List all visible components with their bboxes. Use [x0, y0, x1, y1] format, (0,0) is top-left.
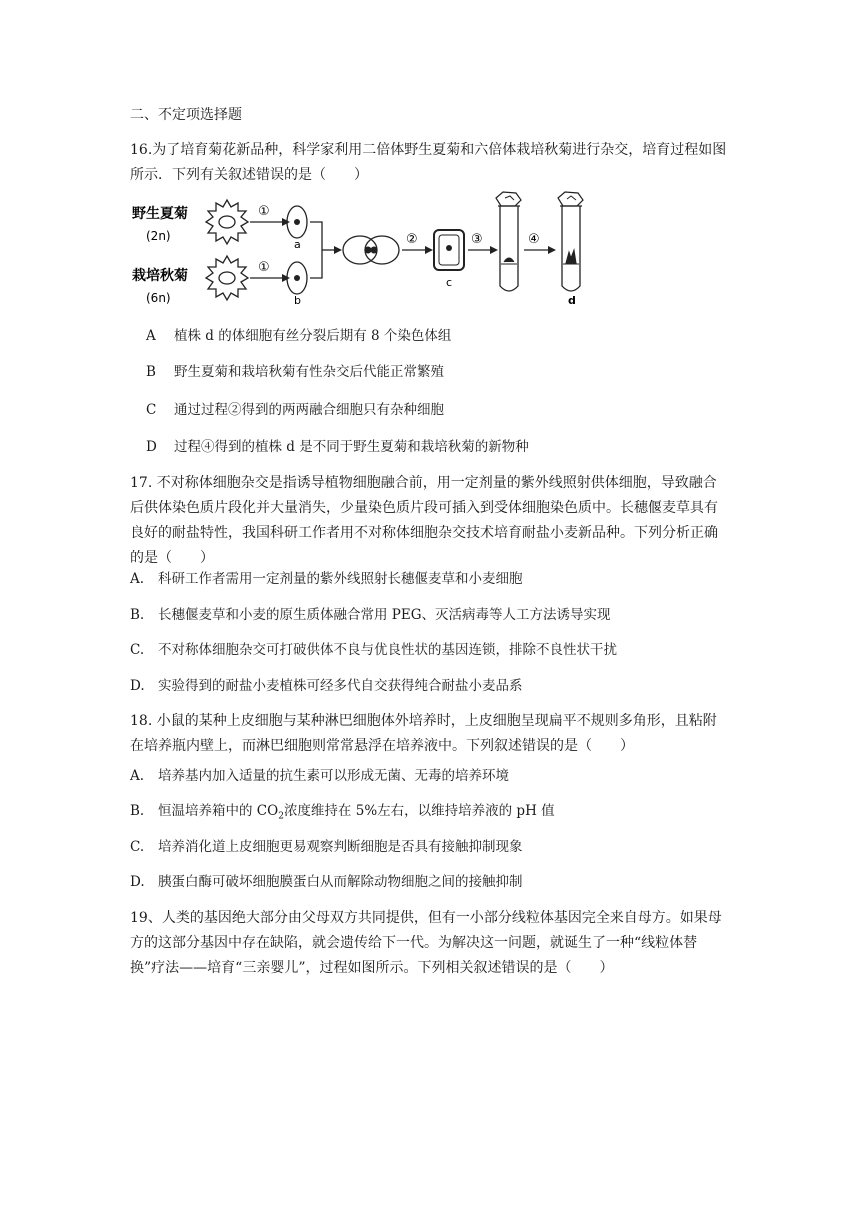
q18-option-b: [130, 802, 555, 826]
arrowhead-icon: [490, 246, 498, 254]
option-label: A.: [130, 768, 145, 784]
label-wild-summer-chrysanthemum: 野生夏菊: [132, 206, 188, 222]
q16-option-a: [146, 327, 451, 345]
q17-option-d: [130, 677, 523, 695]
nucleus-icon: [446, 245, 452, 251]
q18-option-c: [130, 838, 523, 856]
question-16-stem: 16.为了培育菊花新品种，科学家利用二倍体野生夏菊和六倍体栽培秋菊进行杂交，培育过程如图所示．下列有关叙述错误的是（ ）: [130, 142, 727, 183]
section-title: 二、不定项选择题: [130, 107, 242, 123]
q17-option-c: [130, 641, 617, 659]
fused-protoplast-icon: [343, 236, 399, 264]
option-label: D: [146, 439, 157, 455]
merge-bracket: [310, 222, 322, 278]
option-label: D.: [130, 874, 145, 890]
option-text-subscript: 2: [278, 811, 284, 822]
option-label: B.: [130, 803, 145, 819]
q17-option-a: [130, 570, 523, 588]
step1-top-label: ①: [258, 204, 270, 219]
question-17-stem: 17. 不对称体细胞杂交是指诱导植物细胞融合前，用一定剂量的紫外线照射供体细胞，导致融合后供体染色质片段化并大量消失，少量染色质片段可插入到受体细胞染色质中。长穗偃麦草具有良好的耐盐特性，我国科研工作者用不对称体细胞杂交技术培育耐盐小麦新品种。下列分析正确的是（ ）: [130, 475, 718, 566]
step3-label: ③: [471, 232, 483, 247]
option-text: 过程④得到的植株 d 是不同于野生夏菊和栽培秋菊的新物种: [174, 439, 529, 455]
option-text: 野生夏菊和栽培秋菊有性杂交后代能正常繁殖: [174, 364, 444, 380]
option-text: 科研工作者需用一定剂量的紫外线照射长穗偃麦草和小麦细胞: [158, 571, 523, 587]
question-18-stem: 18. 小鼠的某种上皮细胞与某种淋巴细胞体外培养时，上皮细胞呈现扁平不规则多角形，且粘附在培养瓶内壁上，而淋巴细胞则常常悬浮在培养液中。下列叙述错误的是（ ）: [130, 713, 717, 754]
option-label: C.: [130, 839, 145, 855]
arrowhead-icon: [282, 274, 290, 282]
option-text: 培养消化道上皮细胞更易观察判断细胞是否具有接触抑制现象: [158, 839, 523, 855]
plant-d-label: d: [568, 294, 576, 307]
option-label: C.: [130, 642, 145, 658]
option-label: A.: [130, 571, 145, 587]
cultivated-cell-icon: [206, 256, 248, 300]
option-text: 长穗偃麦草和小麦的原生质体融合常用 PEG、灭活病毒等人工方法诱导实现: [158, 607, 611, 623]
step4-label: ④: [528, 232, 540, 247]
hybrid-cell-c-label: c: [446, 276, 453, 289]
option-text: 胰蛋白酶可破坏细胞膜蛋白从而解除动物细胞之间的接触抑制: [158, 874, 523, 890]
q16-option-d: [146, 438, 529, 456]
arrowhead-icon: [548, 246, 556, 254]
q18-option-d: [130, 873, 523, 891]
option-label: C: [146, 402, 157, 418]
option-text: 不对称体细胞杂交可打破供体不良与优良性状的基因连锁，排除不良性状干扰: [158, 642, 617, 658]
option-text: 实验得到的耐盐小麦植株可经多代自交获得纯合耐盐小麦品系: [158, 678, 523, 694]
label-cultivated-ploidy: (6n): [146, 291, 171, 305]
arrowhead-icon: [334, 246, 342, 254]
step2-label: ②: [406, 232, 418, 247]
question-19-stem: 19、人类的基因绝大部分由父母双方共同提供，但有一小部分线粒体基因完全来自母方。如果母方的这部分基因中存在缺陷，就会遗传给下一代。为解决这一问题，就诞生了一种“线粒体替换”疗法——培育“三亲婴儿”，过程如图所示。下列相关叙述错误的是（ ）: [130, 910, 722, 976]
arrowhead-icon: [425, 246, 433, 254]
option-text-pre: 恒温培养箱中的 CO: [158, 803, 279, 819]
q18-option-a: [130, 767, 509, 785]
q17-option-b: [130, 606, 611, 624]
option-text: 植株 d 的体细胞有丝分裂后期有 8 个染色体组: [174, 328, 452, 344]
q16-option-c: [146, 401, 444, 419]
label-cultivated-autumn-chrysanthemum: 栽培秋菊: [132, 268, 188, 284]
q16-process-diagram: [130, 188, 600, 308]
nucleus-icon: [294, 219, 300, 225]
label-wild-ploidy: (2n): [146, 229, 171, 243]
step1-bottom-label: ①: [258, 260, 270, 275]
test-tube-callus-icon: [496, 192, 521, 291]
option-text: 通过过程②得到的两两融合细胞只有杂种细胞: [174, 402, 444, 418]
option-label: B: [146, 364, 156, 380]
protoplast-a-label: a: [294, 238, 301, 251]
option-label: B.: [130, 607, 145, 623]
protoplast-b-label: b: [294, 294, 301, 307]
option-text: 培养基内加入适量的抗生素可以形成无菌、无毒的培养环境: [158, 768, 509, 784]
wild-cell-icon: [206, 200, 248, 244]
option-text-post: 浓度维持在 5%左右，以维持培养液的 pH 值: [283, 803, 555, 819]
option-label: A: [146, 328, 156, 344]
nucleus-icon: [294, 275, 300, 281]
q16-option-b: [146, 363, 444, 381]
arrowhead-icon: [282, 218, 290, 226]
option-label: D.: [130, 678, 145, 694]
test-tube-plantlet-icon: [558, 192, 583, 291]
